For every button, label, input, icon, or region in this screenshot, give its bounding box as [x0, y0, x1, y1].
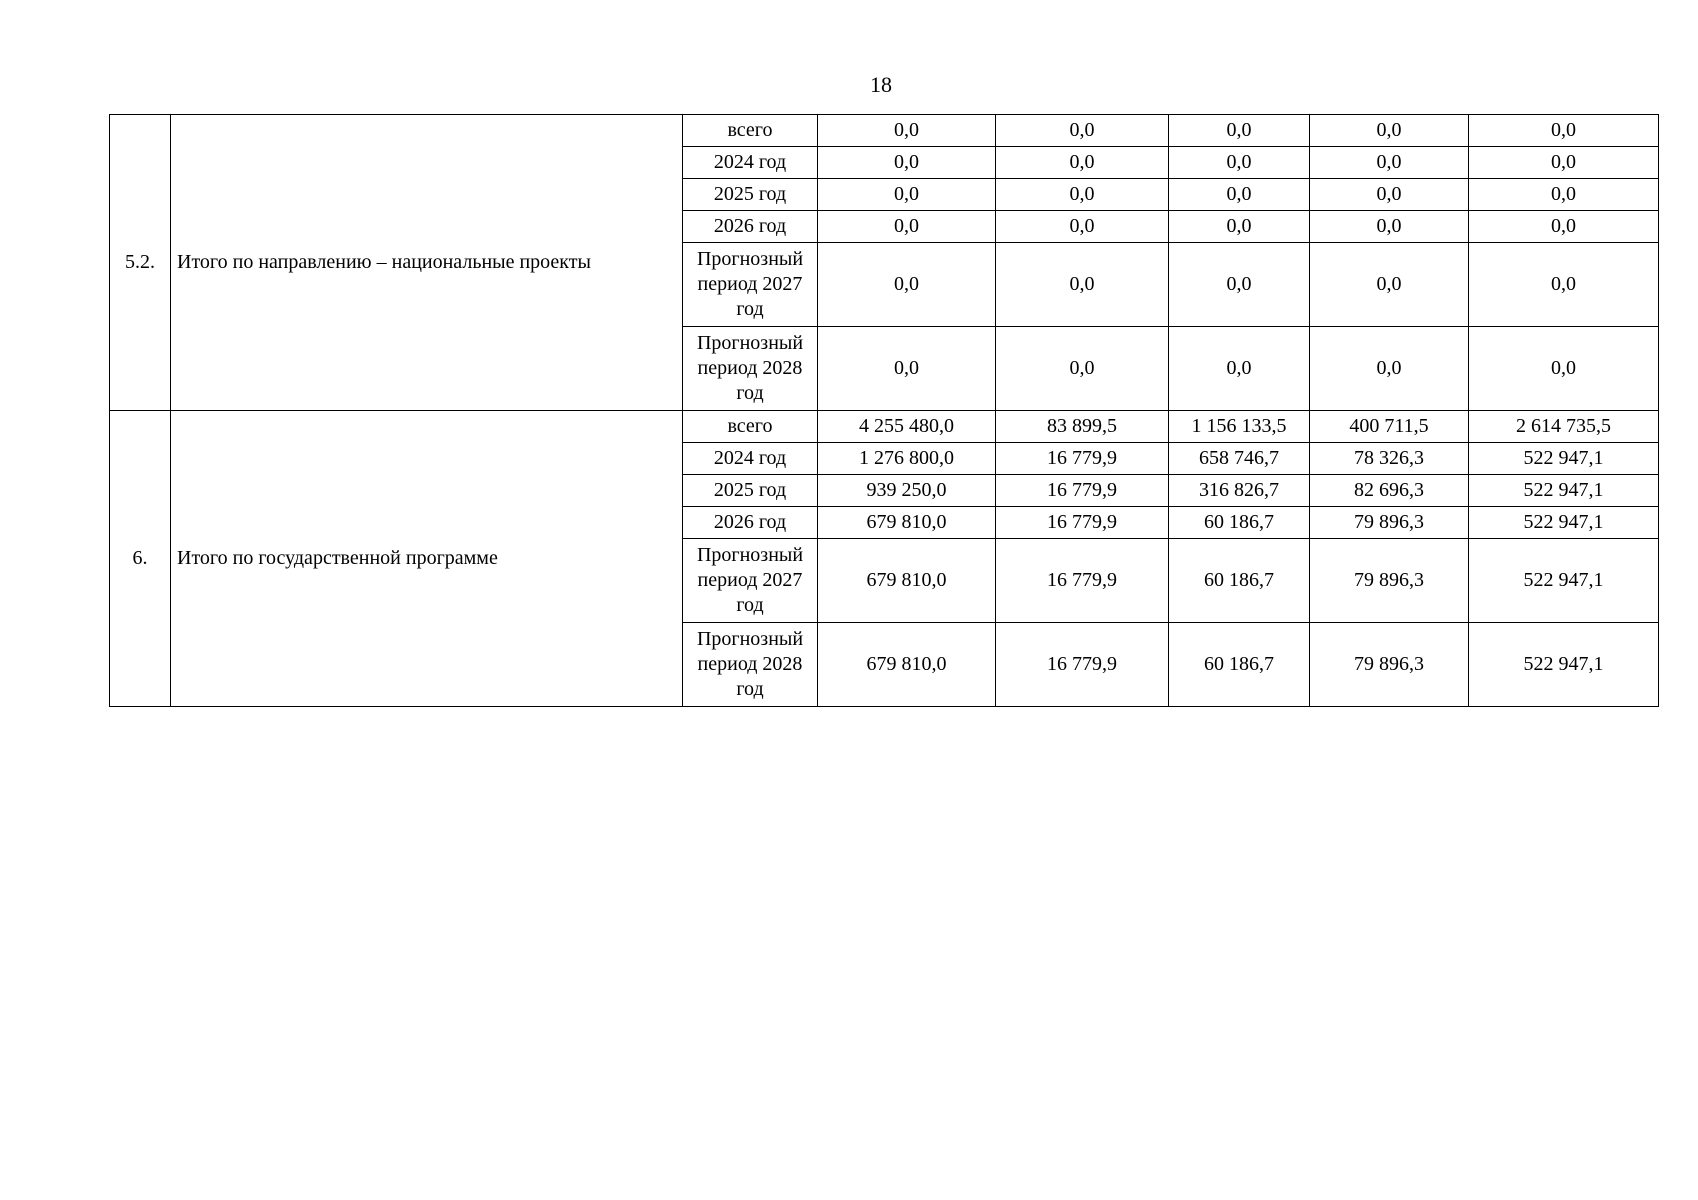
period-cell: всего	[683, 411, 818, 443]
value-cell: 0,0	[1310, 211, 1469, 243]
value-cell: 0,0	[996, 115, 1169, 147]
period-cell: 2024 год	[683, 147, 818, 179]
value-cell: 16 779,9	[996, 507, 1169, 539]
value-cell: 82 696,3	[1310, 475, 1469, 507]
value-cell: 679 810,0	[818, 539, 996, 623]
value-cell: 1 156 133,5	[1169, 411, 1310, 443]
value-cell: 0,0	[1310, 327, 1469, 411]
value-cell: 679 810,0	[818, 507, 996, 539]
value-cell: 0,0	[1310, 243, 1469, 327]
value-cell: 16 779,9	[996, 475, 1169, 507]
value-cell: 60 186,7	[1169, 623, 1310, 707]
value-cell: 16 779,9	[996, 443, 1169, 475]
period-cell: Прогнозный период 2027 год	[683, 243, 818, 327]
section-title-text: Итого по направлению – национальные проекты	[177, 251, 591, 273]
period-cell: Прогнозный период 2027 год	[683, 539, 818, 623]
value-cell: 2 614 735,5	[1469, 411, 1659, 443]
value-cell: 0,0	[1469, 243, 1659, 327]
table-row	[110, 115, 1659, 147]
value-cell: 16 779,9	[996, 539, 1169, 623]
period-cell: Прогнозный период 2028 год	[683, 327, 818, 411]
value-cell: 78 326,3	[1310, 443, 1469, 475]
value-cell: 522 947,1	[1469, 623, 1659, 707]
section-title	[171, 411, 683, 707]
value-cell: 316 826,7	[1169, 475, 1310, 507]
period-cell: всего	[683, 115, 818, 147]
value-cell: 658 746,7	[1169, 443, 1310, 475]
period-cell: 2026 год	[683, 211, 818, 243]
value-cell: 522 947,1	[1469, 443, 1659, 475]
value-cell: 0,0	[996, 327, 1169, 411]
value-cell: 0,0	[1169, 179, 1310, 211]
value-cell: 0,0	[818, 243, 996, 327]
value-cell: 0,0	[1469, 327, 1659, 411]
value-cell: 0,0	[1169, 327, 1310, 411]
value-cell: 0,0	[1169, 147, 1310, 179]
value-cell: 0,0	[1469, 179, 1659, 211]
page-number: 18	[870, 72, 892, 97]
value-cell: 79 896,3	[1310, 507, 1469, 539]
value-cell: 0,0	[818, 327, 996, 411]
section-title	[171, 115, 683, 411]
period-cell: 2025 год	[683, 475, 818, 507]
section-title-text: Итого по государственной программе	[177, 547, 498, 569]
value-cell: 0,0	[1310, 147, 1469, 179]
value-cell: 0,0	[996, 243, 1169, 327]
value-cell: 522 947,1	[1469, 539, 1659, 623]
period-cell: Прогнозный период 2028 год	[683, 623, 818, 707]
section-number: 6.	[110, 411, 171, 707]
value-cell: 1 276 800,0	[818, 443, 996, 475]
value-cell: 400 711,5	[1310, 411, 1469, 443]
value-cell: 0,0	[1169, 243, 1310, 327]
section-number: 5.2.	[110, 115, 171, 411]
value-cell: 4 255 480,0	[818, 411, 996, 443]
period-cell: 2024 год	[683, 443, 818, 475]
value-cell: 0,0	[1310, 115, 1469, 147]
value-cell: 0,0	[996, 179, 1169, 211]
value-cell: 0,0	[996, 211, 1169, 243]
period-cell: 2026 год	[683, 507, 818, 539]
value-cell: 522 947,1	[1469, 475, 1659, 507]
value-cell: 0,0	[1169, 115, 1310, 147]
value-cell: 0,0	[996, 147, 1169, 179]
value-cell: 0,0	[1310, 179, 1469, 211]
value-cell: 79 896,3	[1310, 539, 1469, 623]
value-cell: 939 250,0	[818, 475, 996, 507]
value-cell: 0,0	[1469, 147, 1659, 179]
value-cell: 0,0	[818, 147, 996, 179]
value-cell: 522 947,1	[1469, 507, 1659, 539]
value-cell: 79 896,3	[1310, 623, 1469, 707]
table-row	[110, 411, 1659, 443]
value-cell: 0,0	[818, 179, 996, 211]
period-cell: 2025 год	[683, 179, 818, 211]
value-cell: 83 899,5	[996, 411, 1169, 443]
value-cell: 0,0	[818, 115, 996, 147]
value-cell: 0,0	[818, 211, 996, 243]
value-cell: 60 186,7	[1169, 539, 1310, 623]
value-cell: 679 810,0	[818, 623, 996, 707]
budget-table	[109, 114, 1659, 707]
value-cell: 0,0	[1169, 211, 1310, 243]
value-cell: 0,0	[1469, 115, 1659, 147]
value-cell: 16 779,9	[996, 623, 1169, 707]
value-cell: 0,0	[1469, 211, 1659, 243]
value-cell: 60 186,7	[1169, 507, 1310, 539]
